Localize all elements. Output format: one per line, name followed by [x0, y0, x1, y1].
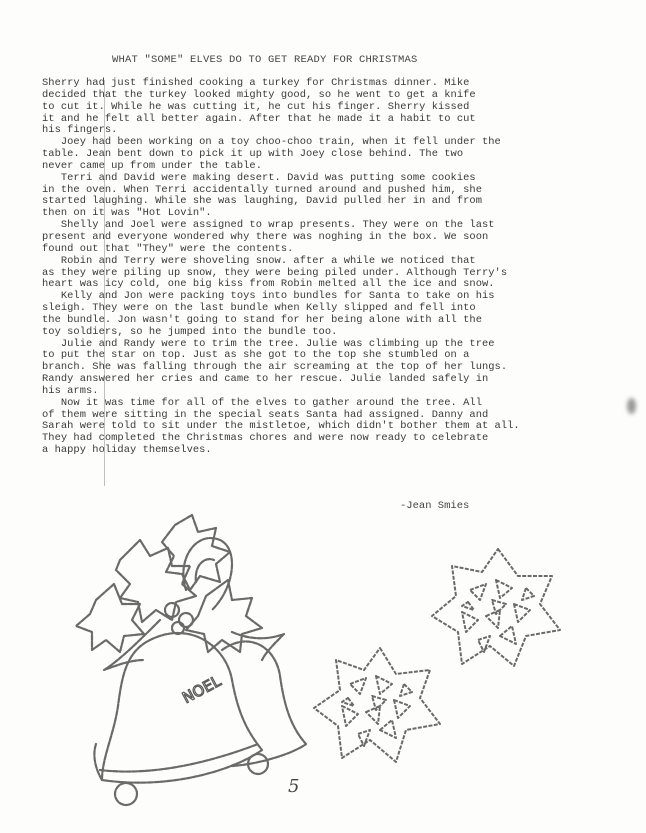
- story-line: started laughing. While she was laughing, David pulled her in and from: [42, 195, 482, 208]
- story-line: his arms.: [42, 384, 99, 397]
- story-line: Kelly and Jon were packing toys into bundles for Santa to take on his: [42, 290, 495, 303]
- story-line: Terri and David were making desert. David was putting some cookies: [42, 171, 476, 184]
- story-line: They had completed the Christmas chores and were now ready to celebrate: [42, 432, 489, 445]
- story-line: Joey had been working on a toy choo-choo train, when it fell under the: [42, 136, 501, 149]
- story-line: table. Jean bent down to pick it up with Joey close behind. The two: [42, 148, 464, 161]
- story-line: in the oven. When Terri accidentally turned around and pushed him, she: [42, 183, 482, 196]
- story-line: Julie and Randy were to trim the tree. Julie was climbing up the tree: [42, 337, 495, 350]
- story-line: never came up from under the table.: [42, 159, 262, 172]
- story-line: Robin and Terry were shoveling snow. after a while we noticed that: [42, 254, 476, 267]
- story-line: Shelly and Joel were assigned to wrap presents. They were on the last: [42, 219, 495, 232]
- story-line: Sherry had just finished cooking a turkey for Christmas dinner. Mike: [42, 77, 470, 89]
- story-line: of them were sitting in the special seats Santa had assigned. Danny and: [42, 408, 489, 421]
- story-line: present and everyone wondered why there was noghing in the box. We soon: [42, 230, 489, 243]
- story-line: found out that "They" were the contents.: [42, 242, 294, 255]
- story-line: toy soldiers, so he jumped into the bundle too.: [42, 325, 338, 338]
- story-line: heart was icy cold, one big kiss from Robin melted all the ice and snow.: [42, 278, 495, 291]
- story-line: his fingers.: [42, 124, 118, 137]
- story-line: branch. She was falling through the air screaming at the top of her lungs.: [42, 361, 508, 374]
- story-line: to cut it. While he was cutting it, he cut his finger. Sherry kissed: [42, 100, 470, 113]
- story-line: Now it was time for all of the elves to gather around the tree. All: [42, 396, 482, 409]
- story-line: decided that the turkey looked mighty good, so he went to get a knife: [42, 88, 476, 101]
- snowflake-icon: [314, 648, 440, 762]
- story-line: a happy holiday themselves.: [42, 444, 212, 457]
- story-line: then on it was "Hot Lovin".: [42, 207, 212, 220]
- story-line: sleigh. They were on the last bundle when Kelly slipped and fell into: [42, 302, 476, 315]
- story-line: to put the star on top. Just as she got to the top she stumbled on a: [42, 349, 470, 362]
- bell-holly-icon: [76, 515, 306, 805]
- story-line: it and he felt all better again. After that he made it a habit to cut: [42, 112, 476, 125]
- story-line: as they were piling up snow, they were being piled under. Although Terry's: [42, 266, 508, 279]
- story-line: the bundle. Jon wasn't going to stand for her being alone with all the: [42, 313, 482, 326]
- story-line: Sarah were told to sit under the mistletoe, which didn't bother them at all.: [42, 420, 520, 433]
- bell-label: NOEL: [179, 671, 224, 708]
- page-number: 5: [288, 776, 300, 797]
- page-title: WHAT "SOME" ELVES DO TO GET READY FOR CHRISTMAS: [112, 54, 418, 66]
- story-line: Randy answered her cries and came to her rescue. Julie landed safely in: [42, 373, 489, 386]
- author-signature: -Jean Smies: [400, 500, 470, 512]
- snowflake-icon: [432, 549, 560, 666]
